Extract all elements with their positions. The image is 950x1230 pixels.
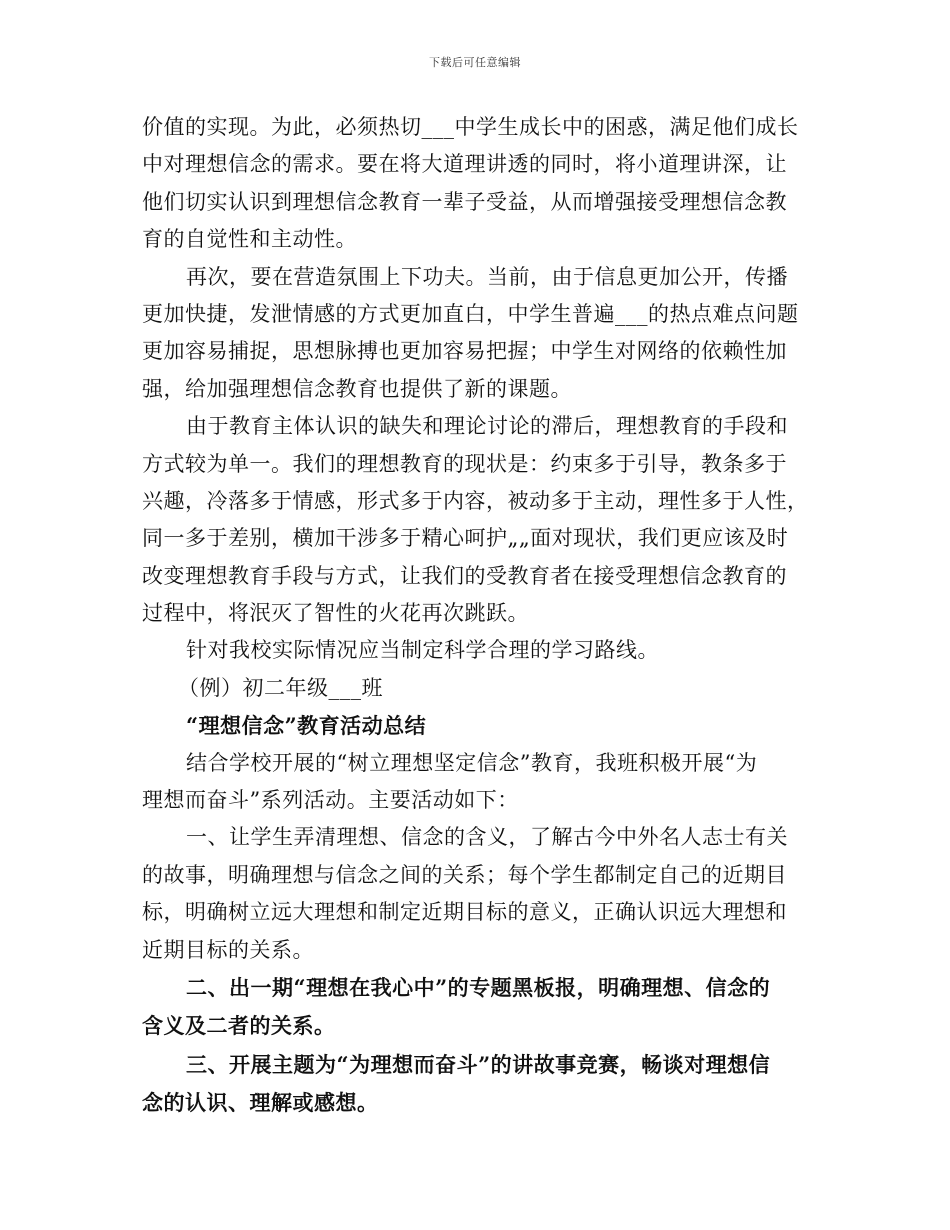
text-line: 价值的实现。为此，必须热切___中学生成长中的困惑，满足他们成长 xyxy=(142,115,799,139)
text-line: 针对我校实际情况应当制定科学合理的学习路线。 xyxy=(186,638,659,663)
bold-item-line: 念的认识、理解或感想。 xyxy=(142,1090,379,1116)
document-body xyxy=(142,109,812,1123)
bold-item-line: 含义及二者的关系。 xyxy=(142,1013,336,1039)
text-line: 再次，要在营造氛围上下功夫。当前，由于信息更加公开，传播 xyxy=(186,264,788,289)
text-line: 改变理想教育手段与方式，让我们的受教育者在接受理想信念教育的 xyxy=(142,563,787,588)
text-line: 中对理想信念的需求。要在将大道理讲透的同时，将小道理讲深，让 xyxy=(142,152,787,177)
bold-item-line: 二、出一期“理想在我心中”的专题黑板报，明确理想、信念的 xyxy=(186,974,771,1000)
text-line: 标，明确树立远大理想和制定近期目标的意义，正确认识远大理想和 xyxy=(142,900,787,925)
text-line: 同一多于差别，横加干涉多于精心呵护„„面对现状，我们更应该及时 xyxy=(142,526,789,551)
class-label: （例）初二年级___班 xyxy=(178,675,383,700)
page-header: 下载后可任意编辑 xyxy=(429,56,521,69)
text-line: 更加容易捕捉，思想脉搏也更加容易把握；中学生对网络的依赖性加 xyxy=(142,339,787,364)
text-line: 育的自觉性和主动性。 xyxy=(142,227,357,252)
text-line: 方式较为单一。我们的理想教育的现状是：约束多于引导，教条多于 xyxy=(142,451,787,476)
text-line: 强，给加强理想信念教育也提供了新的课题。 xyxy=(142,376,572,401)
text-line: 过程中，将泯灭了智性的火花再次跳跃。 xyxy=(142,601,529,626)
section-title: “理想信念”教育活动总结 xyxy=(186,713,427,739)
text-line: 理想而奋斗”系列活动。主要活动如下： xyxy=(142,788,519,813)
text-line: 的故事，明确理想与信念之间的关系；每个学生都制定自己的近期目 xyxy=(142,862,787,887)
text-line: 更加快捷，发泄情感的方式更加直白，中学生普遍___的热点难点问题 xyxy=(142,301,799,326)
bold-item-line: 三、开展主题为“为理想而奋斗”的讲故事竞赛，畅谈对理想信 xyxy=(186,1051,771,1077)
text-line: 他们切实认识到理想信念教育一辈子受益，从而增强接受理想信念教 xyxy=(142,189,787,214)
text-line: 一、让学生弄清理想、信念的含义，了解古今中外名人志士有关 xyxy=(186,825,788,850)
text-line: 兴趣，冷落多于情感，形式多于内容，被动多于主动，理性多于人性， xyxy=(142,488,809,513)
text-line: 由于教育主体认识的缺失和理论讨论的滞后，理想教育的手段和 xyxy=(186,414,788,439)
text-line: 结合学校开展的“树立理想坚定信念”教育，我班积极开展“为 xyxy=(186,750,758,775)
text-line: 近期目标的关系。 xyxy=(142,937,314,962)
